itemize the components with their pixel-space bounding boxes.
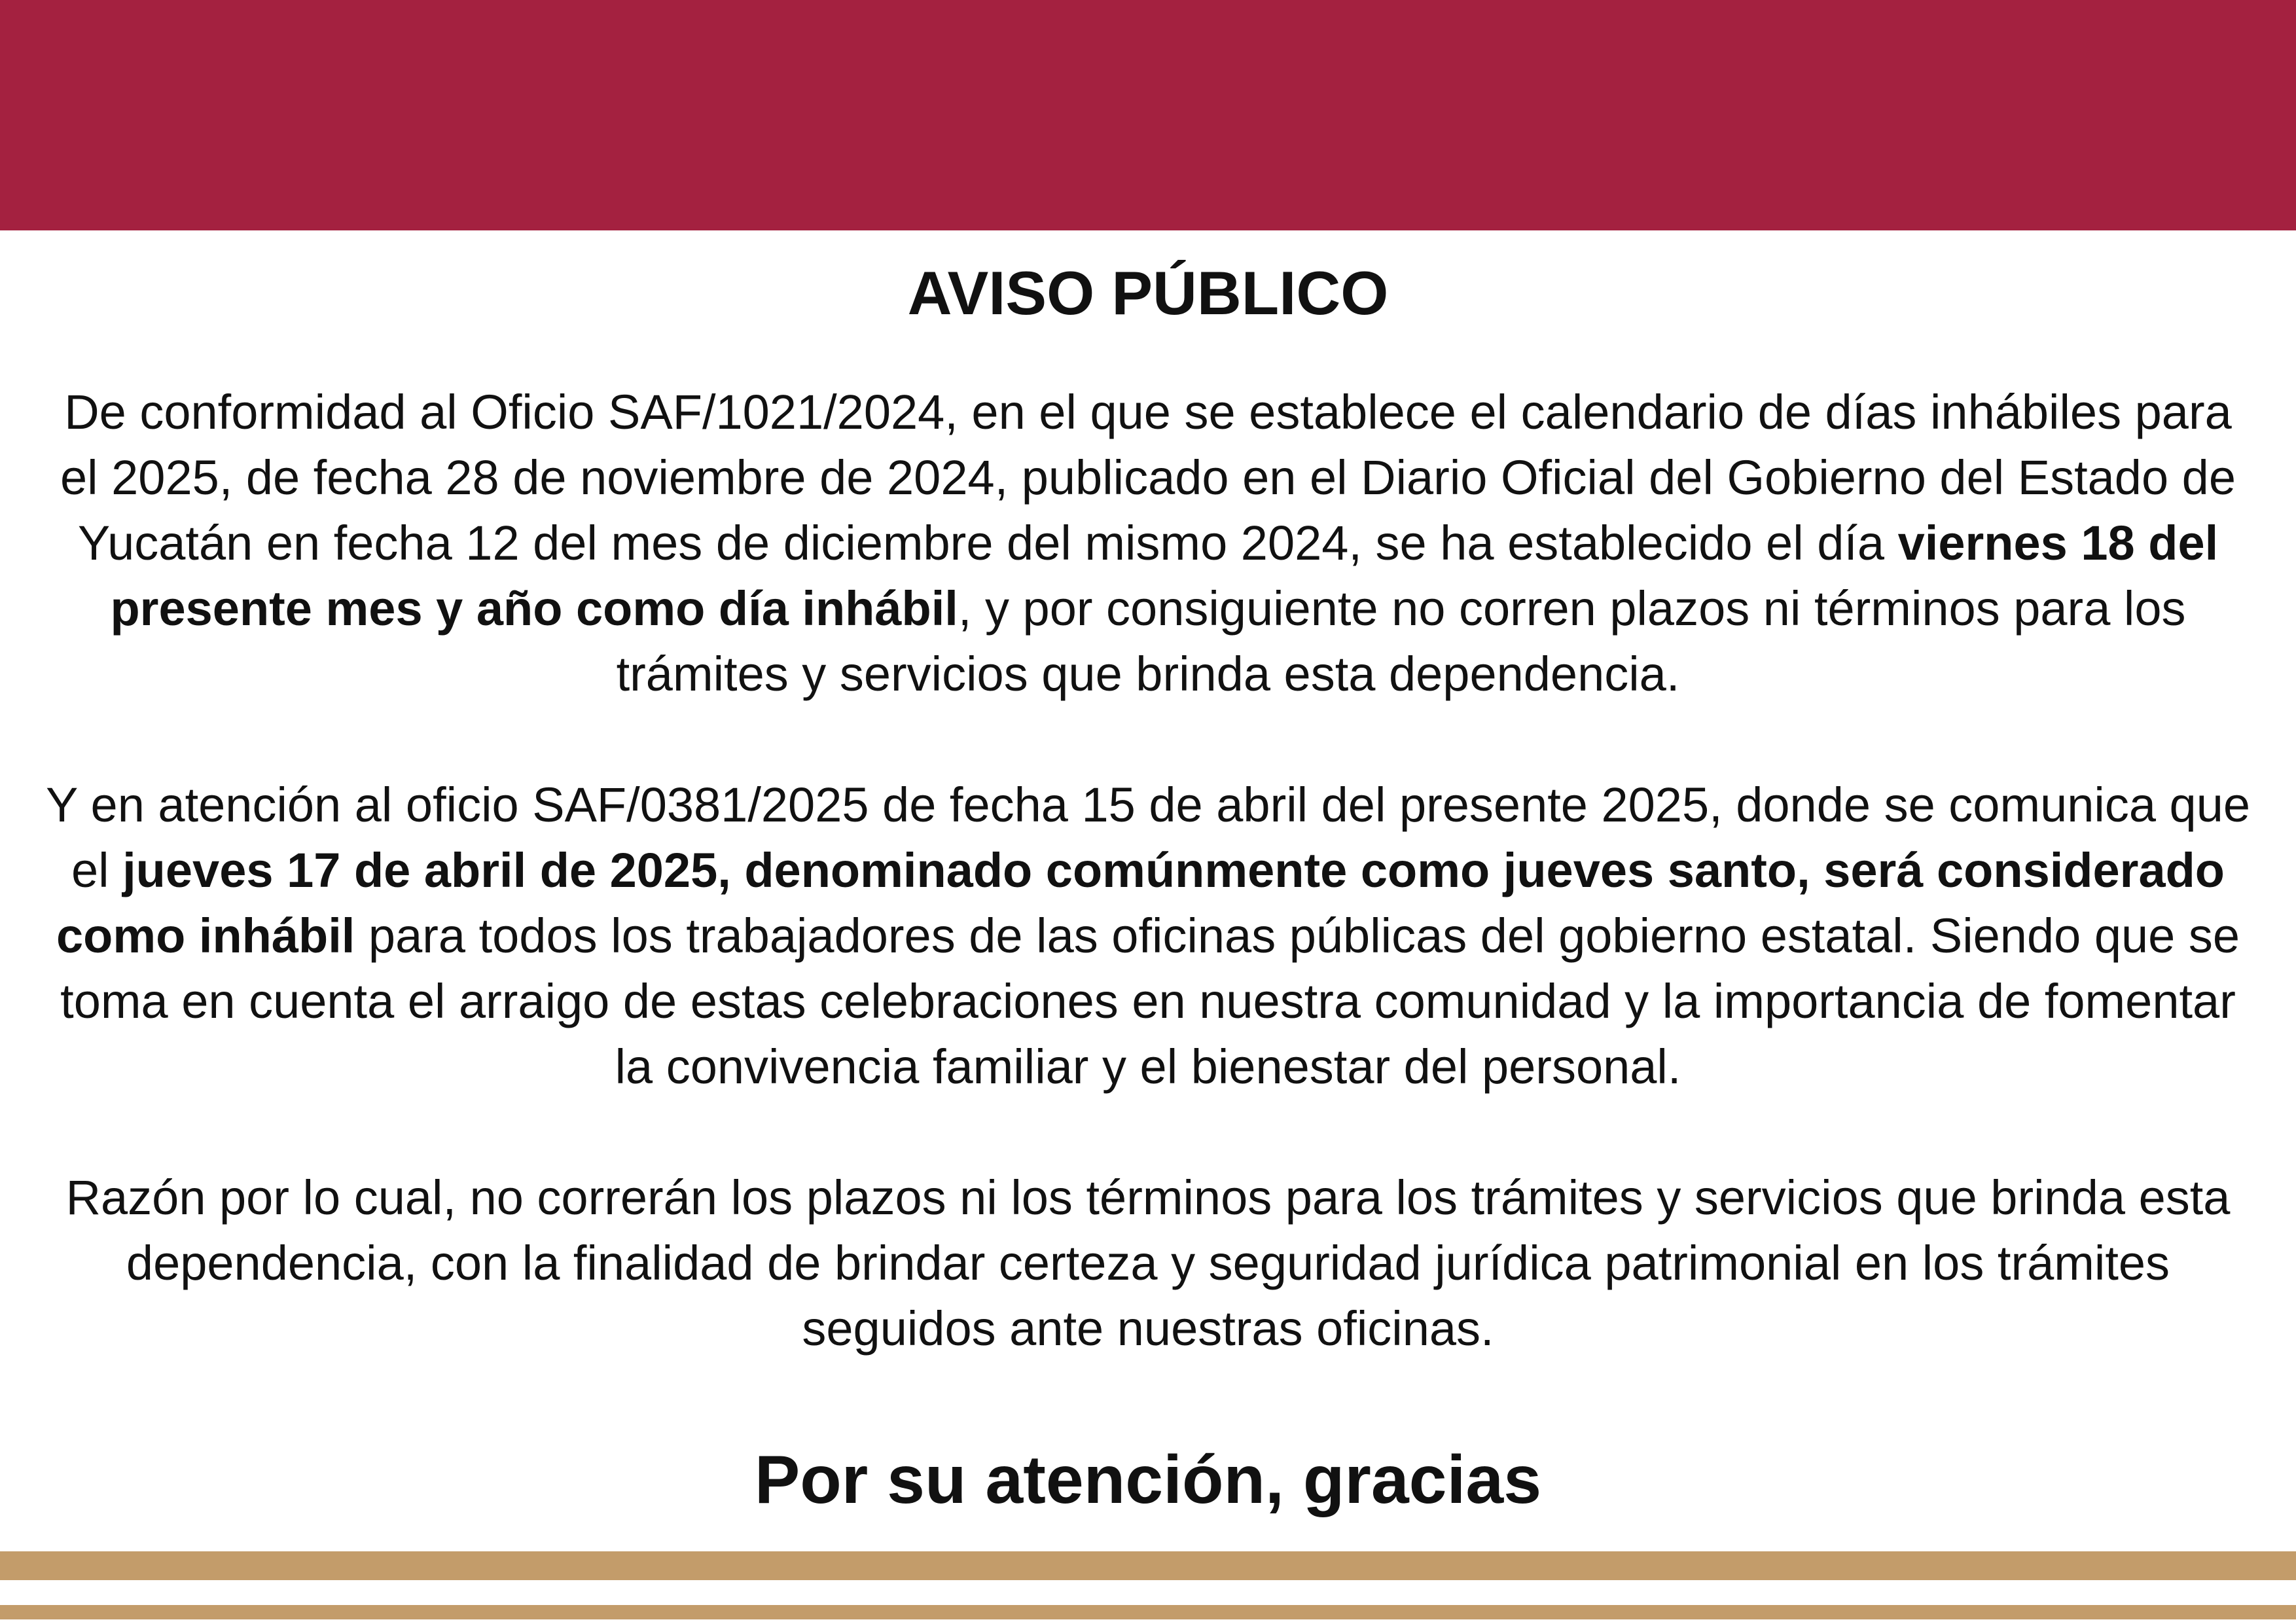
paragraph-2-text-a: Y en atención al oficio SAF/0381/2025 de fecha 15 de abril del presente 2025, donde se comunica que el: [45, 778, 2251, 897]
paragraph-2-text-b: para todos los trabajadores de las oficinas públicas del gobierno estatal. Siendo que se toma en cuenta el arraigo de estas celebraciones en nuestra comunidad y la importancia de fomentar la convivencia familiar y el bienestar del personal.: [60, 909, 2240, 1094]
paragraph-1-text-b: , y por consiguiente no corren plazos ni términos para los trámites y servicios que brinda esta dependencia.: [616, 581, 2186, 701]
notice-title: AVISO PÚBLICO: [907, 259, 1389, 327]
paragraph-razon: Razón por lo cual, no correrán los plazos ni los términos para los trámites y servicios que brinda esta dependencia, con la finalidad de brindar certeza y seguridad jurídica patrimonial en los trámites seguidos ante nuestras oficinas.: [65, 1170, 2231, 1356]
paragraph-2-bold: jueves 17 de abril de 2025, denominado comúnmente como jueves santo, será considerado como inhábil: [56, 843, 2225, 963]
paragraph-1-text-a: De conformidad al Oficio SAF/1021/2024, en el que se establece el calendario de días inhábiles para el 2025, de fecha 28 de noviembre de 2024, publicado en el Diario Oficial del Gobierno del Estado de Yucatán en fecha 12 del mes de diciembre del mismo 2024, se ha establecido el día: [60, 385, 2236, 570]
paragraph-1-bold: viernes 18 del presente mes y año como día inhábil: [110, 516, 2219, 636]
paragraph-jueves-santo: [39, 772, 2257, 1100]
closing-thanks: Por su atención, gracias: [754, 1442, 1542, 1518]
footer-stripe-thick: [0, 1551, 2296, 1580]
header-band: [0, 0, 2296, 230]
footer-stripe-thin: [0, 1605, 2296, 1619]
paragraph-inhabil-viernes: [39, 380, 2257, 707]
